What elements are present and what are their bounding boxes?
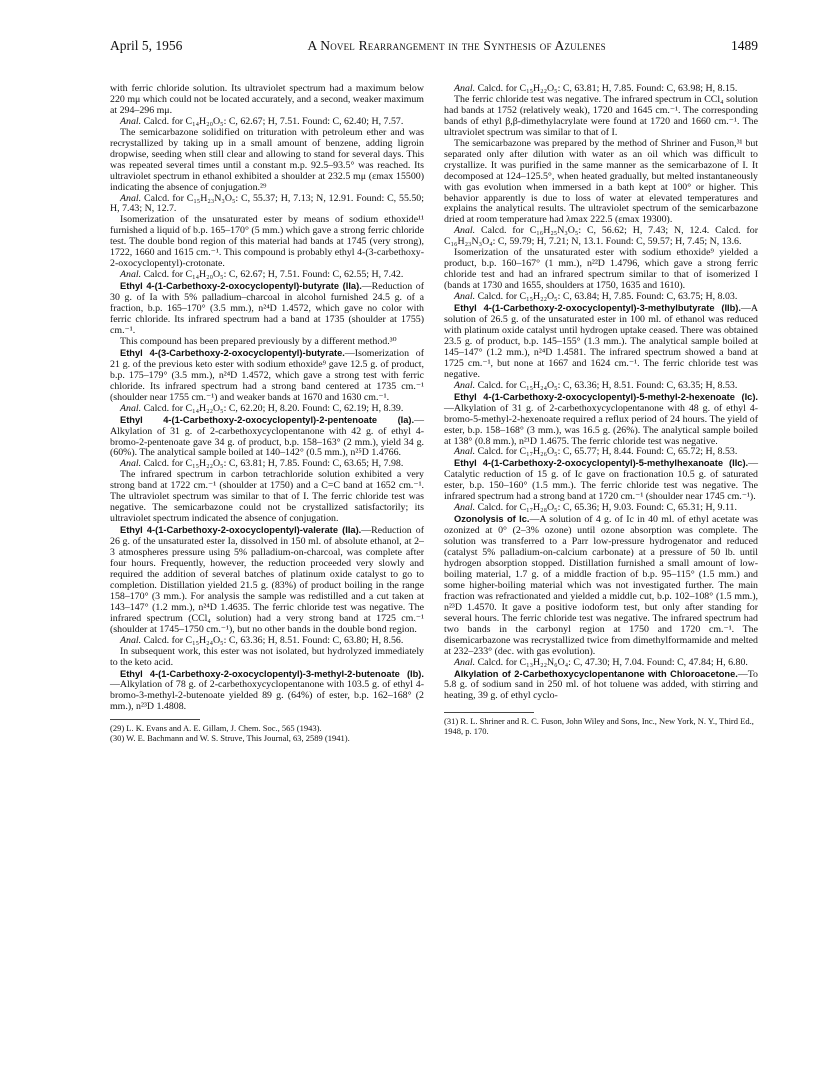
analysis-lead: Anal. [454, 446, 476, 458]
left-column [110, 84, 424, 743]
section-heading: Ozonolysis of Ic. [454, 514, 530, 525]
analysis-lead: Anal. [120, 458, 142, 470]
analysis-lead: Anal. [120, 634, 142, 646]
paragraph-text: Isomerization of the unsaturated ester by means of sodium ethoxide¹¹ furnished a liquid of b.p. 165–170° (5 mm.) which gave a strong ferric chloride test. The double bond region of this material had bands at 1745 (very strong), 1722, 1660 and 1615 cm.⁻¹. This compound is probably ethyl 4-(3-carbethoxy-2-oxocyclopentyl)-crotonate. [110, 214, 424, 270]
section-heading: Ethyl 4-(1-Carbethoxy-2-oxocyclopentyl)-valerate (IIa). [120, 525, 362, 536]
paragraph-text: —Reduction of 30 g. of Ia with 5% palladium–charcoal in alcohol furnished 24.5 g. of a fraction, b.p. 165–170° (3.5 mm.), n²⁴D 1.4572, which gave no color with ferric chloride. Its infrared spectrum had a band at 1735 (shoulder at 1755) cm.⁻¹. [110, 281, 424, 336]
analysis-values: Calcd. for C₁₅H₂₄O₅: C, 63.36; H, 8.51. Found: C, 63.35; H, 8.53. [475, 379, 738, 391]
analysis-values: Calcd. for C₁₄H₂₀O₅: C, 62.67; H, 7.51. Found: C, 62.55; H, 7.42. [141, 269, 404, 281]
header-title: A Novel Rearrangement in the Synthesis of Azulenes [307, 38, 606, 53]
analysis-lead: Anal. [120, 402, 142, 414]
section-paragraph [444, 458, 758, 503]
analysis-line [110, 404, 424, 415]
running-head [110, 38, 758, 54]
paragraph-text: with ferric chloride solution. Its ultraviolet spectrum had a maximum below 220 mμ which could not be located accurately, and a second, weaker maximum at 294–296 mμ. [110, 83, 424, 116]
analysis-line [444, 503, 758, 514]
page-number: 1489 [730, 38, 758, 53]
section-heading: Ethyl 4-(3-Carbethoxy-2-oxocyclopentyl)-butyrate. [120, 347, 345, 358]
analysis-values: Calcd. for C₁₅H₂₂O₅: C, 63.81; H, 7.85. Found: C, 63.65; H, 7.98. [141, 458, 404, 470]
analysis-values: Calcd. for C₁₆H₂₅N₃O₅: C, 56.62; H, 7.43; N, 12.4. Calcd. for C₁₆H₂₃N₃O₄: C, 59.79; H, 7.21; N, 13.1. Found: C, 59.57; H, 7.45; N, 13.6. [444, 225, 758, 248]
paragraph-text: Isomerization of the unsaturated ester with sodium ethoxide⁹ yielded a product, b.p. 160–167° (1 mm.), n²²D 1.4796, which gave a strong ferric chloride test and had an infrared spectrum similar to that of isomerized I (bands at 1730 and 1655, shoulders at 1750, 1635 and 1610). [444, 247, 758, 292]
body-paragraph [110, 215, 424, 270]
analysis-lead: Anal. [120, 192, 142, 204]
analysis-values: Calcd. for C₁₃H₂₂N₆O₄: C, 47.30; H, 7.04. Found: C, 47.84; H, 6.80. [475, 656, 748, 668]
paragraph-text: —Reduction of 26 g. of the unsaturated ester Ia, dissolved in 150 ml. of absolute ethanol, at 2–3 atmospheres pressure using 5% palladium-on-charcoal, was complete after four hours. Frequently, however, the reduction proceeded very slowly and required the addition of several batches of platinum oxide catalyst to go to completion. Distillation yielded 21.5 g. (83%) of product boiling in the range 158–170° (3 mm.). For analysis the sample was redistilled and a cut taken at 143–147° (1.2 mm.), n²⁴D 1.4635. The ferric chloride test was negative. The infrared spectrum (CCl₄ solution) had a very strong band at 1725 cm.⁻¹ (shoulder at 1745–1750 cm.⁻¹), but no other bands in the double bond region. [110, 525, 424, 635]
footnote: (30) W. E. Bachmann and W. S. Struve, This Journal, 63, 2589 (1941). [110, 733, 350, 744]
analysis-values: Calcd. for C₁₅H₂₄O₅: C, 63.36; H, 8.51. Found: C, 63.80; H, 8.56. [141, 634, 404, 646]
header-date: April 5, 1956 [110, 38, 183, 53]
section-paragraph [110, 669, 424, 714]
body-paragraph [110, 470, 424, 525]
section-heading: Ethyl 4-(1-Carbethoxy-2-oxocyclopentyl)-3-methylbutyrate (IIb). [454, 303, 741, 314]
analysis-line [444, 447, 758, 458]
footnote-rule [444, 712, 534, 713]
analysis-values: Calcd. for C₁₅H₂₂O₅: C, 63.84; H, 7.85. Found: C, 63.75; H, 8.03. [475, 291, 738, 303]
analysis-values: Calcd. for C₁₇H₂₈O₅: C, 65.36; H, 9.03. Found: C, 65.31; H, 9.11. [475, 502, 737, 514]
paragraph-text: This compound has been prepared previously by a different method.³⁰ [120, 335, 397, 347]
right-column [444, 84, 758, 743]
paragraph-text: —Alkylation of 31 g. of 2-carbethoxycyclopentanone with 42 g. of ethyl 4-bromo-2-pentenoate gave 34 g. of product, b.p. 158–163° (2 mm.), yield 34 g. (60%). The analytical sample boiled at 140–142° (0.5 mm.), n²⁵D 1.4766. [110, 414, 424, 459]
body-paragraph [444, 95, 758, 139]
analysis-line [110, 194, 424, 216]
section-heading: Ethyl 4-(1-Carbethoxy-2-oxocyclopentyl)-5-methylhexanoate (IIc). [454, 458, 749, 469]
analysis-values: Calcd. for C₁₅H₂₂O₅: C, 63.81; H, 7.85. Found: C, 63.98; H, 8.15. [475, 83, 738, 94]
analysis-values: Calcd. for C₁₅H₂₃N₃O₅: C, 55.37; H, 7.13; N, 12.91. Found: C, 55.50; H, 7.43; N, 12.7. [110, 192, 424, 215]
paragraph-text: —Isomerization of 21 g. of the previous keto ester with sodium ethoxide⁹ gave 12.5 g. of product, b.p. 175–179° (3.5 mm.), n²⁴D 1.4572, which gave a strong test with ferric chloride. Its infrared spectrum had a strong band centered at 1735 cm.⁻¹ (shoulder near 1755 cm.⁻¹) and weaker bands at 1670 and 1630 cm.⁻¹. [110, 347, 424, 403]
two-column-body [110, 84, 758, 743]
paragraph-text: —Catalytic reduction of 15 g. of Ic gave on fractionation 10.5 g. of saturated ester, b.p. 150–160° (1.5 mm.). The ferric chloride test was negative. The infrared spectrum had a strong band at 1720 cm.⁻¹ (shoulder near 1745 cm.⁻¹). [444, 458, 758, 503]
analysis-lead: Anal. [454, 291, 476, 303]
body-paragraph [110, 647, 424, 669]
analysis-lead: Anal. [454, 379, 476, 391]
footnote: (29) L. K. Evans and A. E. Gillam, J. Chem. Soc., 565 (1943). [110, 723, 322, 734]
section-heading: Ethyl 4-(1-Carbethoxy-2-oxocyclopentyl)-butyrate (IIa). [120, 281, 362, 292]
section-paragraph [110, 348, 424, 404]
analysis-lead: Anal. [454, 225, 476, 237]
analysis-line [444, 381, 758, 392]
body-paragraph [444, 248, 758, 292]
section-paragraph [110, 415, 424, 460]
paragraph-text: In subsequent work, this ester was not isolated, but hydrolyzed immediately to the keto acid. [110, 645, 424, 668]
analysis-lead: Anal. [454, 83, 476, 94]
analysis-line [444, 658, 758, 669]
section-paragraph [444, 303, 758, 381]
paragraph-text: —A solution of 4 g. of Ic in 40 ml. of ethyl acetate was ozonized at 0° (2–3% ozone) until ozone absorption was complete. The solution was transferred to a Parr low-pressure hydrogenator and reduced (catalyst 5% palladium-on-calcium carbonate) at a pressure of 50 lb. until hydrogen absorption stopped. Distillation furnished a small amount of low-boiling material, 1.7 g. of a middle fraction of b.p. 95–115° (1.5 mm.) and some higher-boiling material which was not investigated further. The main fraction was refractionated and yielded a middle cut, b.p. 102–108° (1.5 mm.), n²³D 1.4570. It gave a positive iodoform test, but only after standing for several hours. The ferric chloride test was negative. The infrared spectrum had two bands in the carbonyl region at 1750 and 1720 cm.⁻¹. The disemicarbazone was recrystallized twice from dimethylformamide and melted at 232–233° (dec. with gas evolution). [444, 514, 758, 657]
body-paragraph [444, 139, 758, 227]
section-paragraph [444, 514, 758, 657]
body-paragraph [110, 337, 424, 348]
footnote: (31) R. L. Shriner and R. C. Fuson, John Wiley and Sons, Inc., New York, N. Y., Third Ed., 1948, p. 170. [444, 716, 754, 737]
analysis-lead: Anal. [120, 115, 142, 127]
footnote-rule [110, 719, 200, 720]
paragraph-text: —A solution of 26.5 g. of the unsaturated ester in 100 ml. of ethanol was reduced with platinum oxide catalyst until hydrogen uptake ceased. There was obtained 23.5 g. of product, b.p. 145–155° (1.3 mm.). The analytical sample boiled at 145–147° (1.2 mm.), n²⁴D 1.4581. The infrared spectrum showed a band at 1725 cm.⁻¹, but none at 1667 and 1624 cm.⁻¹. The ferric chloride test was negative. [444, 303, 758, 380]
paragraph-text: —Alkylation of 31 g. of 2-carbethoxycyclopentanone with 48 g. of ethyl 4-bromo-5-methyl-2-hexenoate required a reflux period of 24 hours. The yield of ester, b.p. 158–168° (3 mm.), was 16.5 g. (26%). The analytical sample boiled at 138° (0.8 mm.), n²¹D 1.4675. The ferric chloride test was negative. [444, 402, 758, 447]
section-paragraph [110, 281, 424, 337]
body-paragraph [110, 128, 424, 194]
analysis-line [110, 270, 424, 281]
analysis-values: Calcd. for C₁₄H₂₀O₅: C, 62.67; H, 7.51. Found: C, 62.40; H, 7.57. [141, 115, 404, 127]
analysis-line [444, 226, 758, 248]
body-paragraph [110, 84, 424, 117]
section-heading: Ethyl 4-(1-Carbethoxy-2-oxocyclopentyl)-3-methyl-2-butenoate (Ib). [120, 668, 424, 679]
section-paragraph [444, 392, 758, 448]
section-paragraph [110, 525, 424, 636]
section-heading: Alkylation of 2-Carbethoxycyclopentanone with Chloroacetone. [454, 668, 738, 679]
section-heading: Ethyl 4-(1-Carbethoxy-2-oxocyclopentyl)-5-methyl-2-hexenoate (Ic). [454, 391, 758, 402]
analysis-values: Calcd. for C₁₄H₂₂O₅: C, 62.20; H, 8.20. Found: C, 62.19; H, 8.39. [141, 402, 404, 414]
section-paragraph [444, 669, 758, 703]
analysis-lead: Anal. [454, 502, 476, 514]
section-heading: Ethyl 4-(1-Carbethoxy-2-oxocyclopentyl)-2-pentenoate (Ia). [120, 414, 415, 425]
analysis-line [444, 292, 758, 303]
paragraph-text: The semicarbazone solidified on trituration with petroleum ether and was recrystallized by taking up in a small amount of benzene, adding ligroin dropwise, seeding when still clear and allowing to stand for several days. This was repeated several times until a constant m.p. 92.5–93.5° was reached. Its ultraviolet spectrum in ethanol exhibited a shoulder at 232.5 mμ (εmax 15500) indicating the absence of conjugation.²⁹ [110, 126, 424, 193]
analysis-lead: Anal. [120, 269, 142, 281]
paragraph-text: The ferric chloride test was negative. The infrared spectrum in CCl₄ solution had bands at 1752 (relatively weak), 1720 and 1645 cm.⁻¹. The corresponding bands of ethyl β,β-dimethylacrylate were found at 1720 and 1660 cm.⁻¹. The ultraviolet spectrum was similar to that of I. [444, 93, 758, 138]
paragraph-text: —Alkylation of 78 g. of 2-carbethoxycyclopentanone with 103.5 g. of ethyl 4-bromo-3-methyl-2-butenoate yielded 89 g. (64%) of ester, b.p. 162–168° (2 mm.), n²³D 1.4808. [110, 679, 424, 713]
paragraph-text: The semicarbazone was prepared by the method of Shriner and Fuson,³¹ but separated only after dilution with water as an oil which was difficult to crystallize. It was purified in the same manner as the semicarbazone of I. It decomposed at 124–125.5°, when heated gradually, but melted instantaneously with gas evolution when immersed in a bath kept at 100° or higher. This behavior apparently is due to loss of water at elevated temperatures and explains the analytical results. The ultraviolet spectrum of the semicarbazone dried at room temperature had λmax 222.5 (εmax 19300). [444, 137, 758, 226]
paragraph-text: The infrared spectrum in carbon tetrachloride solution exhibited a very strong band at 1722 cm.⁻¹ (shoulder at 1750) and a C=C band at 1652 cm.⁻¹. The ultraviolet spectrum was similar to that of I. The ferric chloride test was negative. The semicarbazone could not be crystallized satisfactorily; its ultraviolet spectrum indicated the absence of conjugation. [110, 469, 424, 525]
analysis-lead: Anal. [454, 656, 476, 668]
paragraph-text: —To 5.8 g. of sodium sand in 250 ml. of hot toluene was added, with stirring and heating, 39 g. of ethyl cyclo- [444, 668, 758, 702]
analysis-values: Calcd. for C₁₇H₂₆O₅: C, 65.77; H, 8.44. Found: C, 65.72; H, 8.53. [475, 446, 738, 458]
